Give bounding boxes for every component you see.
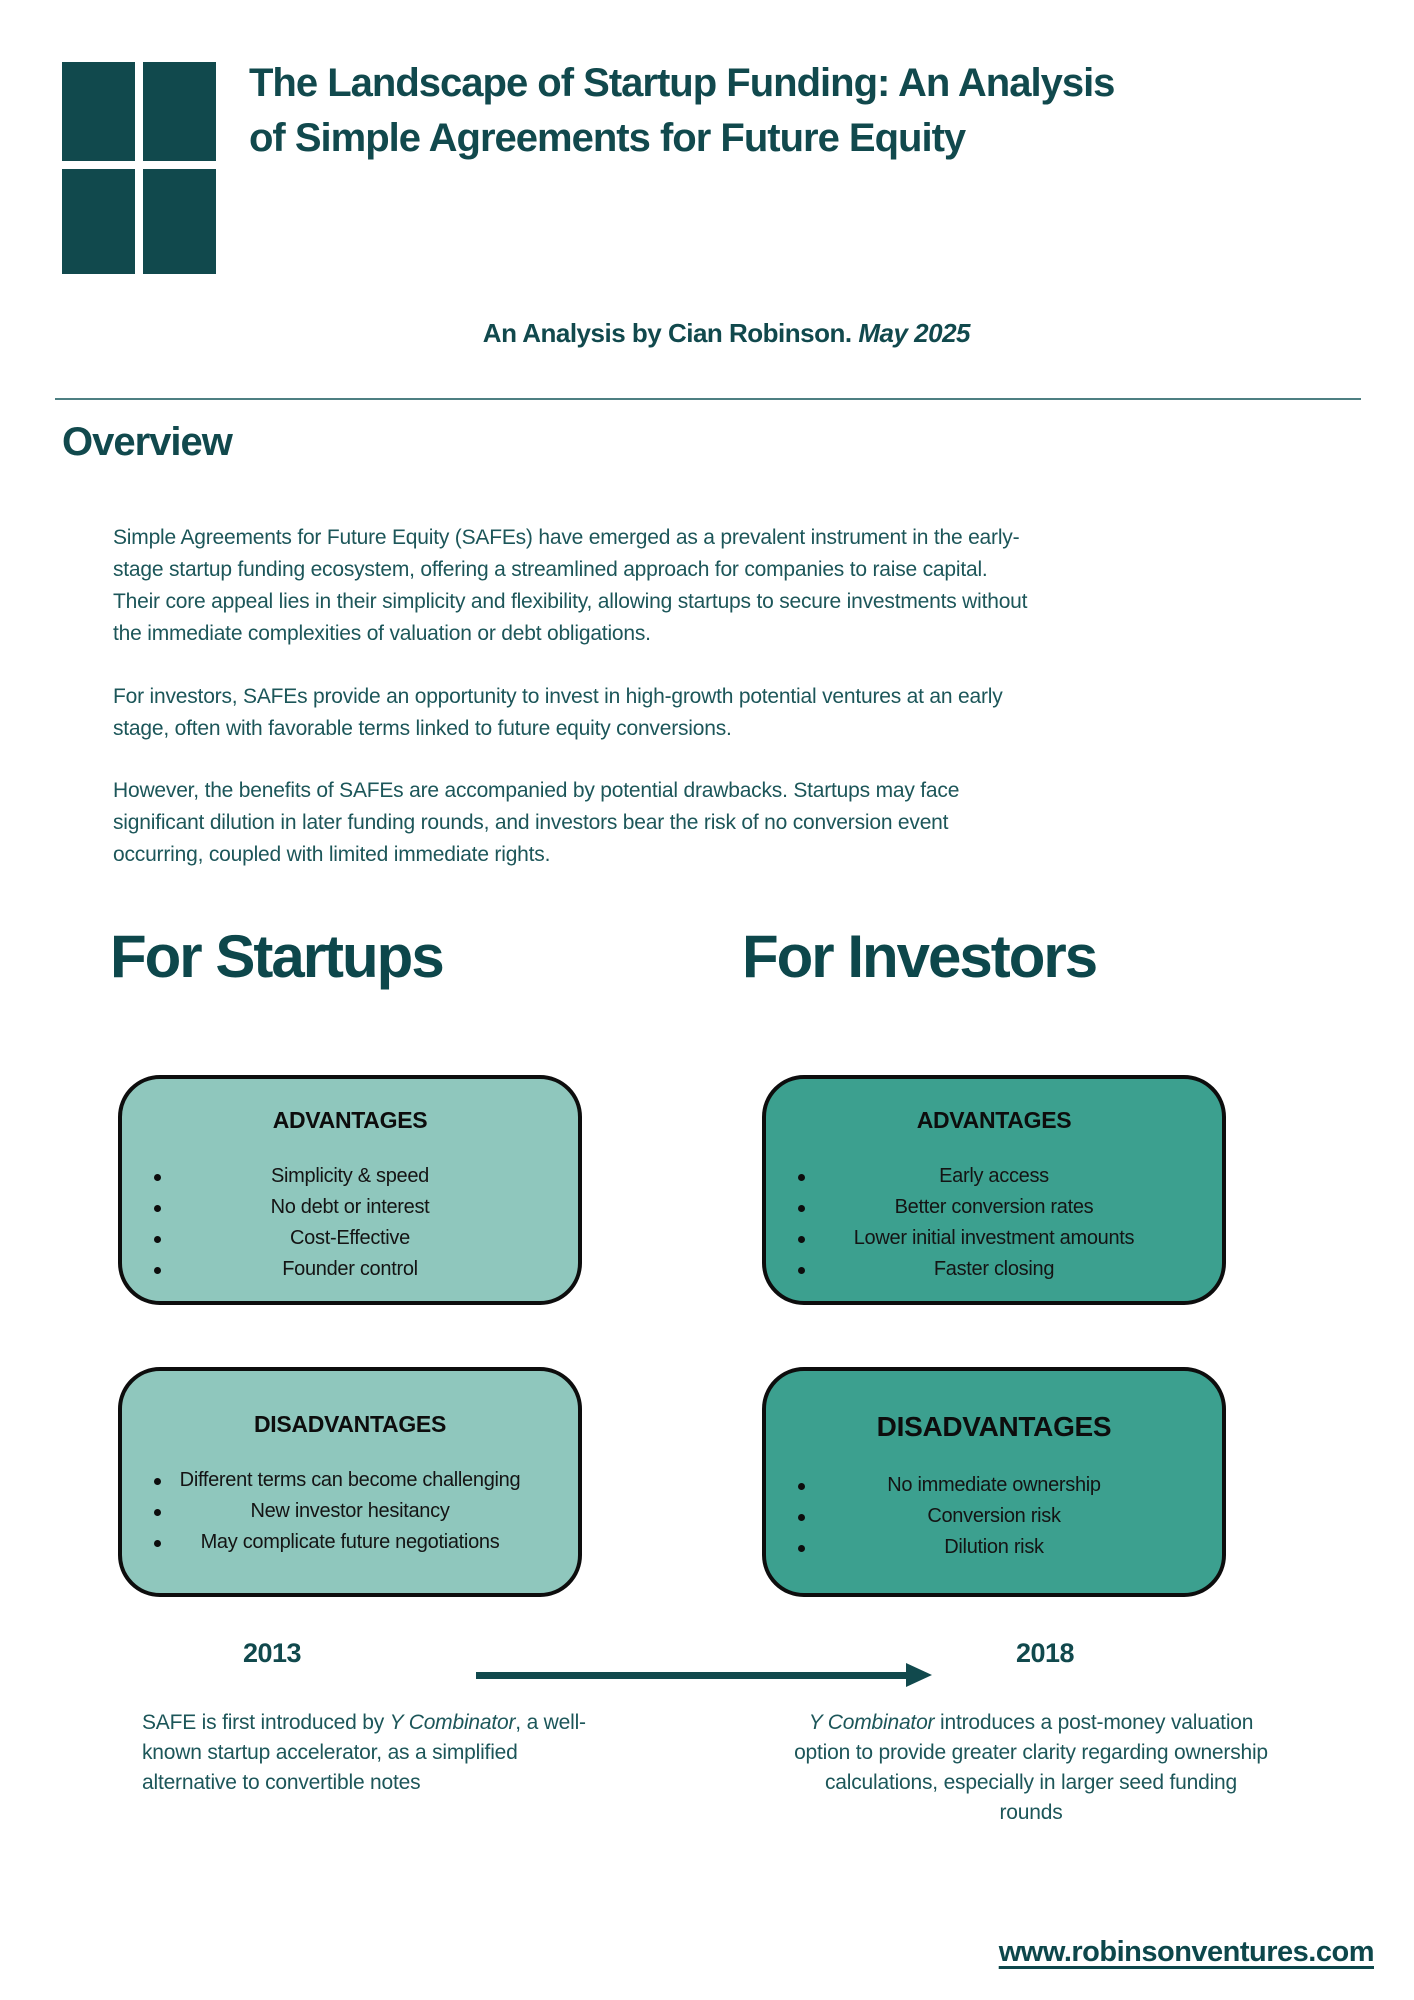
list-item <box>766 1501 1222 1532</box>
list-item <box>766 1161 1222 1192</box>
box-title: ADVANTAGES <box>272 1107 428 1133</box>
list-item-label: No debt or interest <box>270 1196 430 1218</box>
logo-square <box>62 62 135 161</box>
divider <box>55 398 1361 400</box>
list-item <box>766 1192 1222 1223</box>
desc-text: introduces a post-money valuation option to provide greater clarity regarding ownership calculations, especially in larger seed funding rounds <box>794 1711 1268 1825</box>
bullet-icon <box>154 1236 161 1243</box>
list-item <box>122 1192 578 1223</box>
list-item <box>122 1527 578 1558</box>
bullet-icon <box>154 1267 161 1274</box>
investors-advantages-box <box>762 1075 1226 1305</box>
bullet-icon <box>154 1540 161 1547</box>
list-item <box>122 1254 578 1285</box>
page-title: The Landscape of Startup Funding: An Analysis of Simple Agreements for Future Equity <box>249 61 1115 160</box>
list-item-label: Cost-Effective <box>290 1227 410 1249</box>
desc-text: SAFE is first introduced by <box>142 1711 390 1734</box>
box-list <box>766 1470 1222 1563</box>
box-title: DISADVANTAGES <box>876 1411 1112 1442</box>
footer-website-link[interactable]: www.robinsonventures.com <box>998 1936 1374 1968</box>
list-item-label: Conversion risk <box>927 1505 1061 1527</box>
bullet-icon <box>798 1267 805 1274</box>
list-item <box>122 1465 578 1496</box>
bullet-icon <box>154 1205 161 1212</box>
list-item <box>122 1496 578 1527</box>
bullet-icon <box>798 1514 805 1521</box>
byline-text: An Analysis by Cian Robinson. <box>482 318 859 348</box>
investors-disadvantages-box <box>762 1367 1226 1597</box>
box-list <box>122 1465 578 1558</box>
overview-heading: Overview <box>62 420 232 464</box>
overview-paragraph-1: Simple Agreements for Future Equity (SAFEs) have emerged as a prevalent instrument in the early-stage startup funding ecosystem, offering a streamlined approach for companies to raise capital. Their core appeal lies in their simplicity and flexibility, allowing startups to secure investments without the immediate complexities of valuation or debt obligations. <box>113 526 1028 645</box>
logo <box>62 62 216 274</box>
list-item <box>766 1470 1222 1501</box>
startups-disadvantages-box <box>118 1367 582 1597</box>
list-item-label: May complicate future negotiations <box>200 1531 500 1553</box>
bullet-icon <box>154 1478 161 1485</box>
byline <box>420 318 970 349</box>
logo-square <box>62 169 135 274</box>
overview-body <box>113 522 1037 871</box>
list-item <box>766 1223 1222 1254</box>
box-list <box>122 1161 578 1285</box>
list-item-label: No immediate ownership <box>887 1474 1101 1496</box>
startups-advantages-box <box>118 1075 582 1305</box>
box-title: ADVANTAGES <box>916 1107 1072 1133</box>
list-item-label: Dilution risk <box>944 1536 1044 1558</box>
bullet-icon <box>798 1205 805 1212</box>
logo-square <box>143 62 216 161</box>
bullet-icon <box>154 1174 161 1181</box>
timeline-desc-2013 <box>142 1708 610 1798</box>
timeline-year-2013: 2013 <box>242 1638 302 1668</box>
list-item <box>766 1532 1222 1563</box>
box-title: DISADVANTAGES <box>253 1411 447 1437</box>
investors-heading: For Investors <box>742 923 1097 990</box>
bullet-icon <box>798 1236 805 1243</box>
list-item-label: New investor hesitancy <box>250 1500 450 1522</box>
list-item-label: Founder control <box>282 1258 418 1280</box>
list-item-label: Lower initial investment amounts <box>853 1227 1135 1249</box>
overview-paragraph-2: For investors, SAFEs provide an opportunity to invest in high-growth potential ventures at an early stage, often with favorable terms linked to future equity conversions. <box>113 684 1003 740</box>
list-item-label: Simplicity & speed <box>271 1165 429 1187</box>
list-item <box>122 1223 578 1254</box>
bullet-icon <box>798 1483 805 1490</box>
bullet-icon <box>154 1509 161 1516</box>
overview-paragraph-3: However, the benefits of SAFEs are accompanied by potential drawbacks. Startups may face significant dilution in later funding rounds, and investors bear the risk of no conversion event occurring, coupled with limited immediate rights. <box>113 779 960 867</box>
bullet-icon <box>798 1545 805 1552</box>
byline-date: May 2025 <box>858 318 970 348</box>
list-item-label: Better conversion rates <box>894 1196 1094 1218</box>
list-item-label: Different terms can become challenging <box>179 1469 521 1491</box>
timeline-year-2018: 2018 <box>1015 1638 1075 1668</box>
list-item <box>766 1254 1222 1285</box>
desc-text: , a well-known startup accelerator, as a simplified alternative to convertible notes <box>142 1711 586 1795</box>
logo-square <box>143 169 216 274</box>
timeline-desc-2018 <box>792 1708 1270 1828</box>
list-item <box>122 1161 578 1192</box>
box-list <box>766 1161 1222 1285</box>
timeline-arrow <box>476 1672 908 1679</box>
list-item-label: Faster closing <box>933 1258 1055 1280</box>
y-combinator-italic: Y Combinator <box>389 1711 516 1734</box>
startups-heading: For Startups <box>110 923 443 990</box>
list-item-label: Early access <box>939 1165 1049 1187</box>
bullet-icon <box>798 1174 805 1181</box>
arrow-head-icon <box>906 1663 932 1687</box>
y-combinator-italic: Y Combinator <box>808 1711 935 1734</box>
